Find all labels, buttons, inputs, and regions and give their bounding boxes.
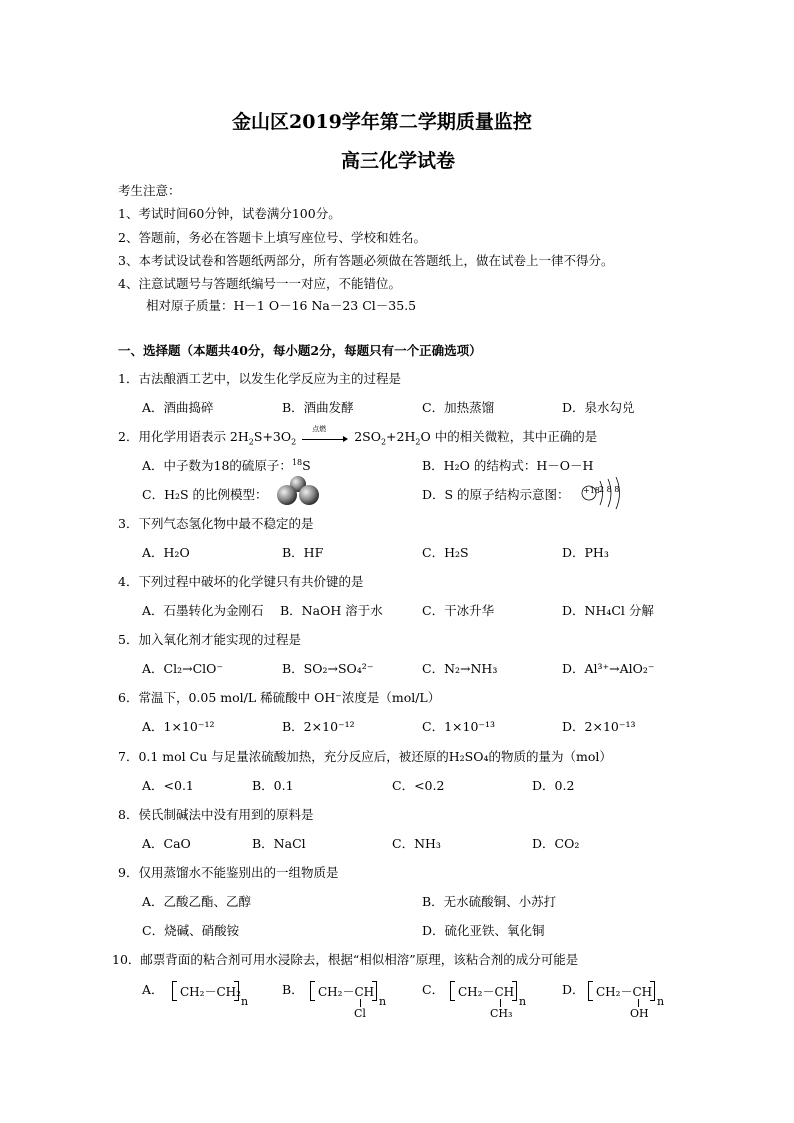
q2-option-d[interactable]: D．S 的原子结构示意图： — [422, 487, 570, 502]
notice-header: 考生注意： — [118, 183, 181, 198]
q5-option-d[interactable]: D．Al³⁺→AlO₂⁻ — [562, 661, 655, 676]
q5-stem: 5．加入氧化剂才能实现的过程是 — [118, 632, 301, 647]
notice-4: 4、注意试题号与答题纸编号一一对应，不能错位。 — [118, 276, 401, 291]
q1-option-d[interactable]: D．泉水勾兑 — [562, 400, 635, 415]
q5-option-c[interactable]: C．N₂→NH₃ — [422, 661, 498, 676]
q10-option-b[interactable]: B． — [282, 982, 304, 997]
q6-option-a[interactable]: A．1×10⁻¹² — [142, 719, 215, 734]
q5-option-b[interactable]: B．SO₂→SO₄²⁻ — [282, 661, 374, 676]
q10-option-c[interactable]: C． — [422, 982, 445, 997]
q8-option-c[interactable]: C．NH₃ — [392, 836, 441, 851]
q3-option-c[interactable]: C．H₂S — [422, 545, 469, 560]
q10-option-d[interactable]: D． — [562, 982, 585, 997]
notice-2: 2、答题前，务必在答题卡上填写座位号、学校和姓名。 — [118, 230, 426, 245]
q1-stem: 1．古法酿酒工艺中，以发生化学反应为主的过程是 — [118, 371, 401, 386]
polymer-b: CH₂－CH n Cl — [310, 981, 392, 1025]
q2-stem: 2．用化学用语表示 $2H_2S+3O_2$ 点燃 $2SO_2+2H_2O$ 中的相关微粒，其中正确的是 — [118, 424, 598, 447]
q8-stem: 8．侯氏制碱法中没有用到的原料是 — [118, 807, 314, 822]
q4-option-a[interactable]: A．石墨转化为金刚石 — [142, 603, 264, 618]
q1-option-b[interactable]: B．酒曲发酵 — [282, 400, 354, 415]
q2-option-a[interactable]: A．中子数为18的硫原子：$^{18}$S — [142, 457, 311, 473]
q4-option-c[interactable]: C．干冰升华 — [422, 603, 495, 618]
q9-stem: 9．仅用蒸馏水不能鉴别出的一组物质是 — [118, 865, 339, 880]
q10-option-a[interactable]: A． — [142, 982, 164, 997]
polymer-d: CH₂－CH n OH — [588, 981, 670, 1025]
q6-stem: 6．常温下，0.05 mol/L 稀硫酸中 OH⁻浓度是（mol/L） — [118, 690, 441, 705]
q8-option-a[interactable]: A．CaO — [142, 836, 191, 851]
atom-shell-counts: 2 8 8 — [599, 485, 620, 494]
q3-option-b[interactable]: B．HF — [282, 545, 324, 560]
reaction-arrow: 点燃 — [300, 432, 350, 444]
q10-stem: 10．邮票背面的粘合剂可用水浸除去，根据“相似相溶”原理，该粘合剂的成分可能是 — [112, 952, 579, 967]
q4-option-b[interactable]: B．NaOH 溶于水 — [280, 603, 383, 618]
q2-option-b[interactable]: B．H₂O 的结构式：H－O－H — [422, 458, 594, 473]
section-heading: 一、选择题（本题共40分，每小题2分，每题只有一个正确选项） — [118, 343, 482, 358]
q3-stem: 3．下列气态氢化物中最不稳定的是 — [118, 516, 314, 531]
notice-1: 1、考试时间60分钟，试卷满分100分。 — [118, 206, 341, 221]
q2-option-c[interactable]: C．H₂S 的比例模型： — [142, 487, 268, 502]
q7-stem: 7．0.1 mol Cu 与足量浓硫酸加热，充分反应后，被还原的H₂SO₄的物质的量为（mol） — [118, 749, 612, 764]
q6-option-d[interactable]: D．2×10⁻¹³ — [562, 719, 636, 734]
q9-option-a[interactable]: A．乙酸乙酯、乙醇 — [142, 894, 252, 909]
q6-option-c[interactable]: C．1×10⁻¹³ — [422, 719, 496, 734]
q3-option-d[interactable]: D．PH₃ — [562, 545, 609, 560]
q4-stem: 4．下列过程中破坏的化学键只有共价键的是 — [118, 574, 364, 589]
q4-option-d[interactable]: D．NH₄Cl 分解 — [562, 603, 654, 618]
q9-option-c[interactable]: C．烧碱、硝酸铵 — [142, 923, 240, 938]
atomic-mass: 相对原子质量：H－1 O－16 Na－23 Cl－35.5 — [146, 298, 417, 313]
q8-option-d[interactable]: D．CO₂ — [532, 836, 580, 851]
q7-option-b[interactable]: B．0.1 — [252, 778, 294, 793]
q7-option-c[interactable]: C．<0.2 — [392, 778, 445, 793]
atom-nucleus-label: +18 — [583, 486, 600, 495]
q9-option-d[interactable]: D．硫化亚铁、氧化铜 — [422, 923, 545, 938]
q7-option-d[interactable]: D．0.2 — [532, 778, 575, 793]
page-subtitle: 高三化学试卷 — [341, 150, 456, 172]
q3-option-a[interactable]: A．H₂O — [142, 545, 190, 560]
q1-option-c[interactable]: C．加热蒸馏 — [422, 400, 495, 415]
q7-option-a[interactable]: A．<0.1 — [142, 778, 194, 793]
q9-option-b[interactable]: B．无水硫酸铜、小苏打 — [422, 894, 557, 909]
polymer-a: CH₂－CH₂ n — [172, 981, 252, 1025]
q8-option-b[interactable]: B．NaCl — [252, 836, 306, 851]
q5-option-a[interactable]: A．Cl₂→ClO⁻ — [142, 661, 223, 676]
h2s-spacefill-model — [270, 474, 326, 506]
q1-option-a[interactable]: A．酒曲捣碎 — [142, 400, 214, 415]
page-title: 金山区2019学年第二学期质量监控 — [232, 111, 532, 133]
notice-3: 3、本考试设试卷和答题纸两部分，所有答题必须做在答题纸上，做在试卷上一律不得分。 — [118, 253, 614, 268]
polymer-c: CH₂－CH n CH₃ — [450, 981, 532, 1025]
q6-option-b[interactable]: B．2×10⁻¹² — [282, 719, 355, 734]
